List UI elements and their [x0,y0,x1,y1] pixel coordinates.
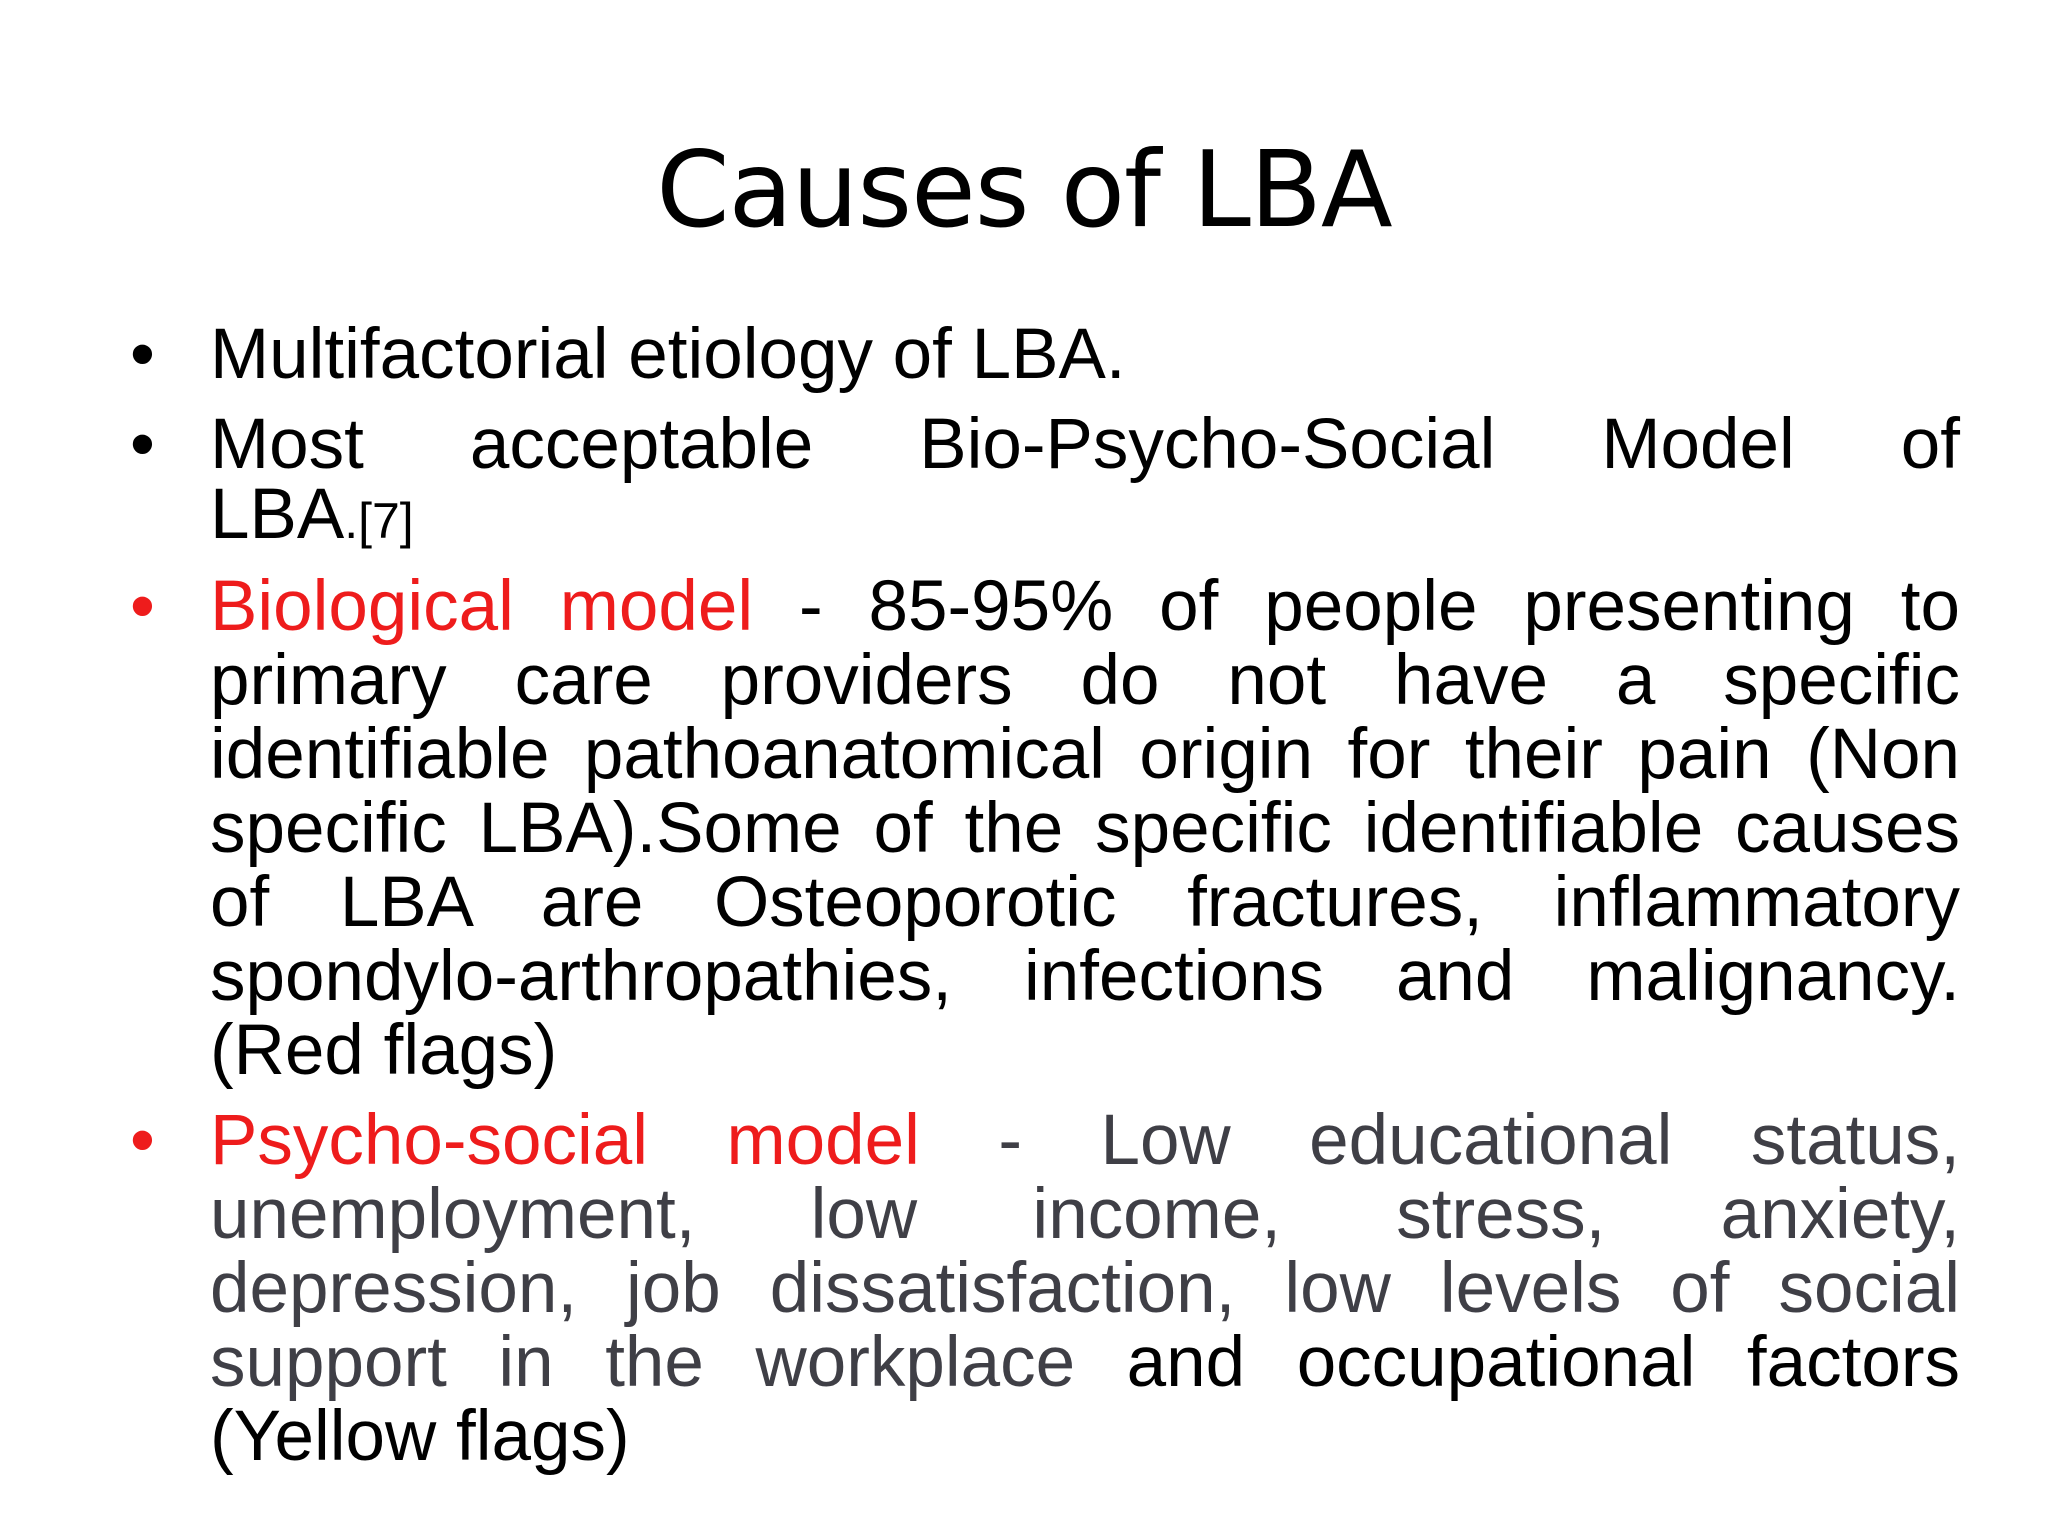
psycho-social-model-label: Psycho-social model [210,1101,920,1180]
bullet-item-biological [130,567,1960,1090]
bullet-text: - 85-95% of people presenting to primary care providers do not have a specific identifiable pathoanatomical origin for their pain (Non specific LBA).Some of the specific identifiable causes of LBA are Osteoporotic fractures, inflammatory spondylo-arthropathies, infections and malignancy. (Red flags) [210,567,1960,1090]
bullet-text-black: and occupational factors (Yellow flags) [210,1323,1960,1476]
bullet-item-etiology [130,315,1960,394]
bullet-marker: • [130,405,155,484]
bullet-text-line-2 [210,475,1960,554]
bullet-text-lba: LBA [210,475,345,554]
bullet-text-grey: - Low educational status, unemployment, low income, stress, anxiety, depression, job dissatisfaction, low levels of social support in the workplace [210,1101,1960,1402]
bullet-marker: • [130,1101,155,1180]
bullet-item-model [130,405,1960,554]
bullet-item-psychosocial [130,1101,1960,1476]
citation: .[7] [344,493,414,549]
bullet-marker: • [130,315,155,394]
slide-title: Causes of LBA [656,129,1392,251]
biological-model-label: Biological model [210,567,754,646]
bullet-list [130,315,1960,1490]
bullet-text: Multifactorial etiology of LBA. [210,315,1126,394]
bullet-marker: • [130,567,155,646]
bullet-text-line-1: Most acceptable Bio-Psycho-Social Model of [210,405,1960,484]
